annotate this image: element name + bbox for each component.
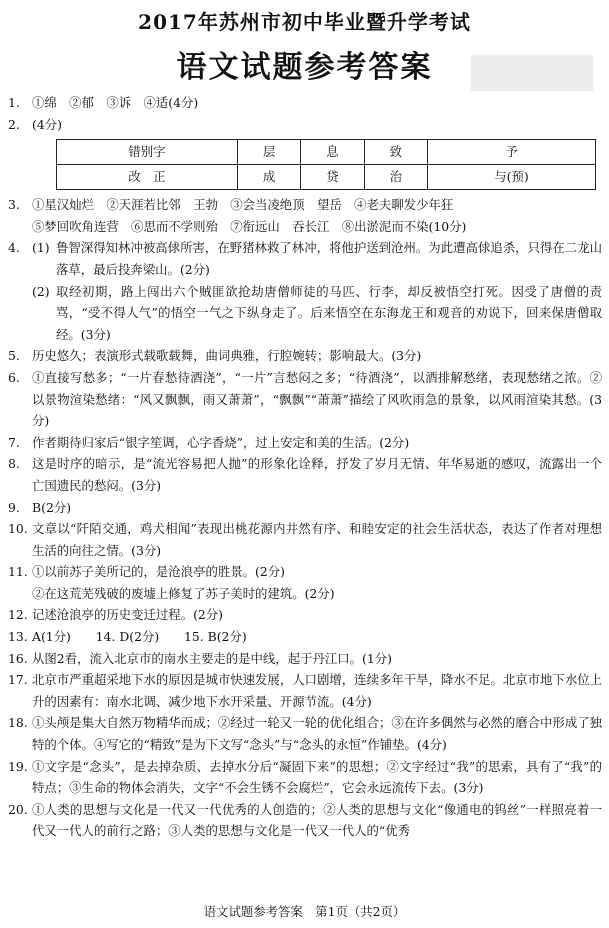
question-3: 3. ①星汉灿烂 ②天涯若比邻 王勃 ③会当凌绝顶 望岳 ④老夫聊发少年狂 ⑤梦回吹角连营 ⑥思而不学则殆 ⑦衔远山 吞长江 ⑧出淤泥而不染(10分) [8, 197, 467, 234]
gray-box [471, 55, 593, 91]
question-13-15: 13. A(1分) 14. D(2分) 15. B(2分) [8, 629, 247, 645]
question-6: 6. ①直接写愁多；“一片春愁待酒浇”，“一片”言愁闷之多；“待酒浇”，以酒排解愁绪，表现愁绪之浓。②以景物渲染愁绪：“风又飘飘，雨又萧萧”，“飘飘”“萧萧”描绘了风吹雨急的景象，以风雨渲染其愁。(3分) [8, 369, 602, 429]
table-row: 改 正 成 贷 治 与(预) [57, 165, 596, 190]
question-17: 17. 北京市严重超采地下水的原因是城市快速发展，人口剧增，连续多年干旱，降水不足。北京市地下水位上升的因素有：南水北调、减少地下水开采量、开源节流。(4分) [8, 672, 602, 709]
typo-correction-table [56, 139, 596, 190]
question-1: 1. ①绵 ②郁 ③诉 ④适(4分) [8, 95, 199, 110]
question-18: 18. ①头颅是集大自然万物精华而成；②经过一轮又一轮的优化组合；③在许多偶然与必然的磨合中形成了独特的个体。④写它的“精致”是为下文写“念头”与“念头的永恒”作铺垫。(4分) [8, 715, 602, 753]
question-12: 12. 记述沧浪亭的历史变迁过程。(2分) [8, 607, 224, 623]
question-5: 5. 历史悠久；表演形式载歌载舞，曲词典雅，行腔婉转；影响最大。(3分) [8, 348, 422, 364]
question-20: 20. ①人类的思想与文化是一代又一代优秀的人创造的；②人类的思想与文化“像通电的钨丝”一样照亮着一代又一代人的前行之路；③人类的思想与文化是一代又一代人的“优秀 [8, 801, 602, 839]
table-row: 错别字 层 息 致 予 [57, 140, 596, 165]
question-2: 2. (4分) [8, 116, 62, 132]
question-19: 19. ①文字是“念头”，是去掉杂质、去掉水分后“凝固下来”的思想；②文字经过“我”的思索，具有了“我”的特点；③生命的物体会消失，文字“不会生锈不会腐烂”，它会永远流传下去。(3分) [8, 758, 602, 796]
answers-content [8, 92, 602, 842]
page-footer: 语文试题参考答案 第1页（共2页） [203, 904, 406, 919]
question-9: 9. B(2分) [8, 499, 72, 515]
page-title: 语文试题参考答案 [176, 50, 433, 85]
exam-header-title: 2017年苏州市初中毕业暨升学考试 [138, 10, 471, 34]
question-11: 11. ①以前苏子美所记的，是沧浪亭的胜景。(2分) ②在这荒芜残破的废墟上修复了苏子美时的建筑。(2分) [8, 564, 335, 601]
question-10: 10. 文章以“阡陌交通，鸡犬相闻”表现出桃花源内井然有序、和睦安定的社会生活状态，表达了作者对理想生活的向往之情。(3分) [8, 521, 602, 558]
question-8: 8. 这是时序的暗示，是“流光容易把人抛”的形象化诠释，抒发了岁月无情、年华易逝的感叹，流露出一个亡国遗民的愁闷。(3分) [8, 456, 602, 493]
question-7: 7. 作者期待归家后“银字笙调，心字香烧”，过上安定和美的生活。(2分) [8, 434, 410, 450]
question-4: 4. (1) 鲁智深得知林冲被高俅所害，在野猪林救了林冲，将他护送到沧州。为此遭高俅追杀，只得在二龙山落草，最后投奔梁山。(2分) (2) 取经初期，路上闯出六个贼匪欲抢劫唐僧师徒的马匹、行李，却反被悟空打死。因受了唐僧的责骂，“受不得人气”的悟空一气之下纵身走了。后来悟空在东海龙王和观音的劝说下，回来保唐僧取经。(3分) [8, 240, 602, 342]
question-16: 16. 从图2看，流入北京市的南水主要走的是中线，起于丹江口。(1分) [8, 650, 392, 666]
